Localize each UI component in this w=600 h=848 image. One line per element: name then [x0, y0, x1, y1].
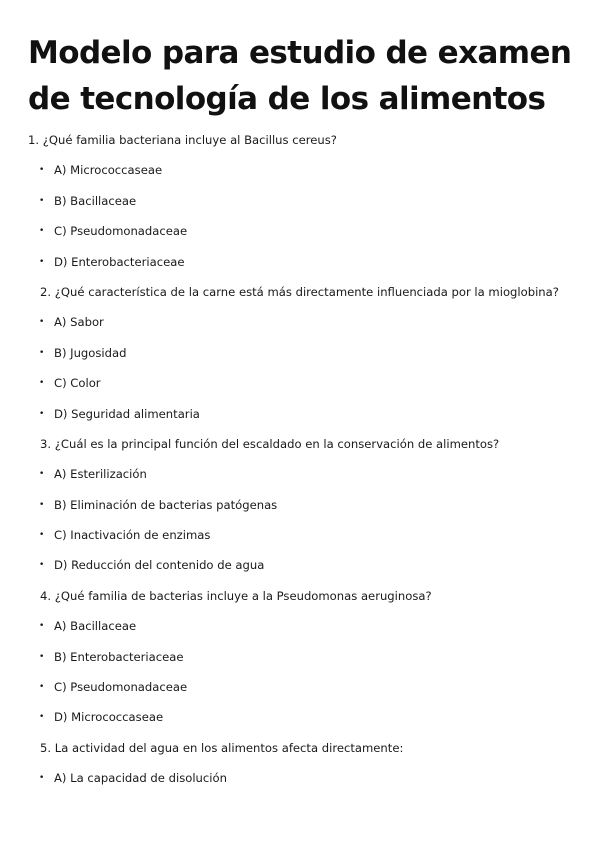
option-list	[0, 611, 600, 733]
question-text: 5. La actividad del agua en los alimentos afecta directamente:	[40, 740, 404, 755]
question-text: 4. ¿Qué familia de bacterias incluye a la Pseudomonas aeruginosa?	[40, 588, 432, 603]
option-item	[0, 490, 600, 520]
option-list	[0, 155, 600, 277]
bullet-icon: •	[39, 469, 45, 480]
bullet-icon: •	[39, 195, 45, 206]
option-label: D) Enterobacteriaceae	[54, 254, 185, 269]
option-item	[0, 550, 600, 580]
bullet-icon: •	[39, 165, 45, 176]
option-item	[0, 672, 600, 702]
question-2	[0, 277, 600, 429]
option-item	[0, 611, 600, 641]
option-item	[0, 642, 600, 672]
question-1	[0, 125, 600, 277]
option-label: A) Esterilización	[54, 467, 147, 482]
bullet-icon: •	[39, 560, 45, 571]
option-label: C) Pseudomonadaceae	[54, 680, 188, 695]
bullet-icon: •	[39, 712, 45, 723]
question-3	[0, 429, 600, 581]
option-label: A) La capacidad de disolución	[54, 771, 227, 786]
option-label: B) Jugosidad	[54, 345, 127, 360]
bullet-icon: •	[39, 651, 45, 662]
bullet-icon: •	[39, 499, 45, 510]
option-label: C) Color	[54, 376, 101, 391]
option-item	[0, 702, 600, 732]
option-list	[0, 307, 600, 429]
option-label: C) Pseudomonadaceae	[54, 224, 188, 239]
option-item	[0, 338, 600, 368]
question-4	[0, 581, 600, 733]
option-list	[0, 763, 600, 793]
question-5	[0, 733, 600, 794]
option-item	[0, 763, 600, 793]
bullet-icon: •	[39, 317, 45, 328]
option-item	[0, 459, 600, 489]
option-item	[0, 155, 600, 185]
option-item	[0, 520, 600, 550]
option-label: D) Micrococcaseae	[54, 710, 164, 725]
option-label: D) Seguridad alimentaria	[54, 406, 200, 421]
bullet-icon: •	[39, 347, 45, 358]
option-label: A) Bacillaceae	[54, 619, 137, 634]
bullet-icon: •	[39, 773, 45, 784]
option-item	[0, 368, 600, 398]
option-label: B) Eliminación de bacterias patógenas	[54, 497, 278, 512]
option-label: B) Enterobacteriaceae	[54, 649, 184, 664]
option-list	[0, 459, 600, 581]
bullet-icon: •	[39, 378, 45, 389]
bullet-icon: •	[39, 530, 45, 541]
question-text: 3. ¿Cuál es la principal función del escaldado en la conservación de alimentos?	[40, 436, 500, 451]
question-text: 1. ¿Qué familia bacteriana incluye al Bacillus cereus?	[28, 133, 337, 147]
option-item	[0, 186, 600, 216]
bullet-icon: •	[39, 682, 45, 693]
bullet-icon: •	[39, 408, 45, 419]
option-item	[0, 216, 600, 246]
option-label: B) Bacillaceae	[54, 193, 137, 208]
option-label: A) Micrococcaseae	[54, 163, 163, 178]
question-text: 2. ¿Qué característica de la carne está más directamente influenciada por la mioglobina?	[40, 284, 559, 299]
bullet-icon: •	[39, 256, 45, 267]
question-list	[0, 125, 600, 794]
option-item	[0, 307, 600, 337]
option-label: C) Inactivación de enzimas	[54, 528, 211, 543]
bullet-icon: •	[39, 226, 45, 237]
option-item	[0, 247, 600, 277]
option-label: D) Reducción del contenido de agua	[54, 558, 265, 573]
bullet-icon: •	[39, 621, 45, 632]
option-item	[0, 399, 600, 429]
page-title: Modelo para estudio de examen de tecnología de los alimentos	[28, 35, 572, 117]
option-label: A) Sabor	[54, 315, 104, 330]
